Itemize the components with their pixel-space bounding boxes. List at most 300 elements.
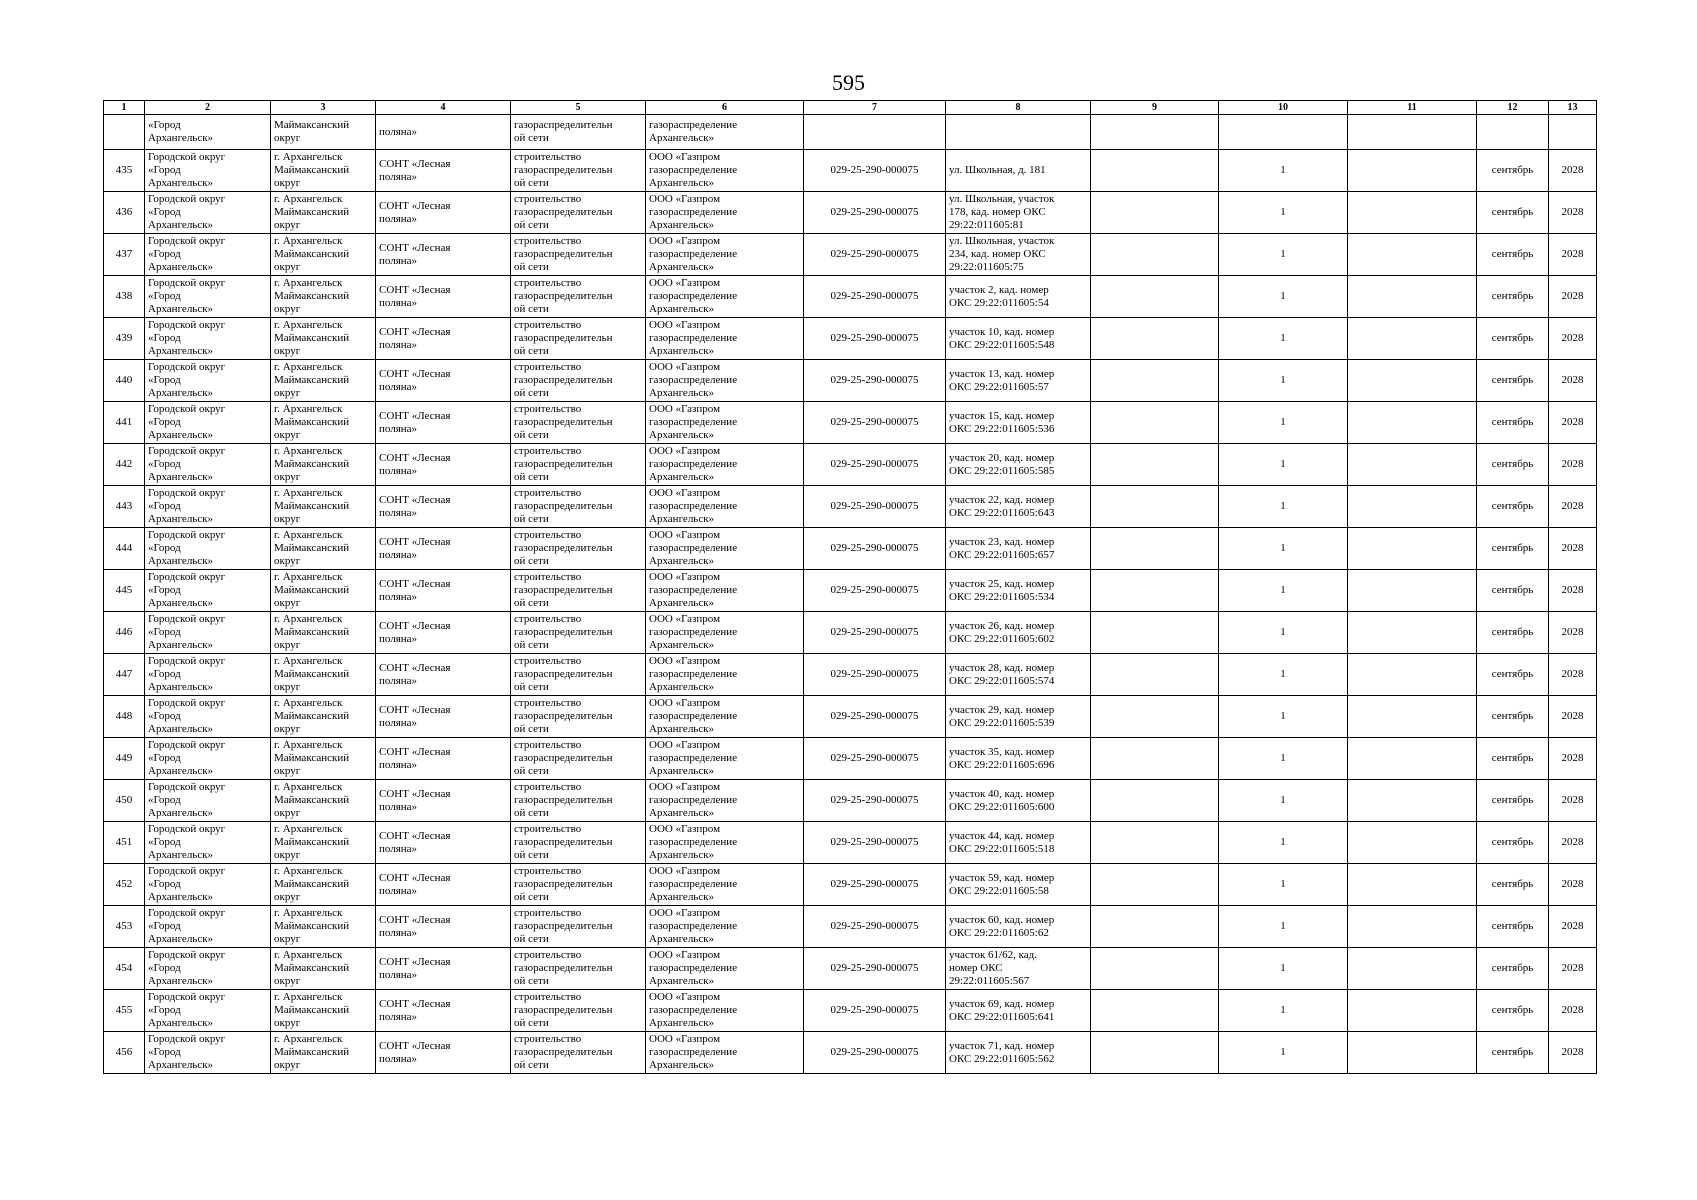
cell-municipality: Городской округ «Город Архангельск» (145, 528, 271, 570)
cell-address: участок 28, кад. номер ОКС 29:22:011605:574 (946, 654, 1091, 696)
cell-year: 2028 (1549, 906, 1597, 948)
cell-municipality: Городской округ «Город Архангельск» (145, 612, 271, 654)
column-number-row (104, 101, 1597, 115)
cell-settlement: СОНТ «Лесная поляна» (376, 990, 511, 1032)
cell-col11 (1348, 150, 1477, 192)
cell-number: 453 (104, 906, 145, 948)
cell-program-id: 029-25-290-000075 (804, 612, 946, 654)
cell-col10: 1 (1219, 990, 1348, 1032)
cell-program-id: 029-25-290-000075 (804, 360, 946, 402)
cell-col10: 1 (1219, 150, 1348, 192)
cell-year: 2028 (1549, 654, 1597, 696)
cell-program-id: 029-25-290-000075 (804, 864, 946, 906)
cell-col9 (1091, 276, 1219, 318)
cell-settlement: СОНТ «Лесная поляна» (376, 654, 511, 696)
cell-month: сентябрь (1477, 612, 1549, 654)
cell-number: 448 (104, 696, 145, 738)
cell-col10: 1 (1219, 780, 1348, 822)
cell-col10: 1 (1219, 444, 1348, 486)
table-row (104, 780, 1597, 822)
cell-municipality: Городской округ «Город Архангельск» (145, 864, 271, 906)
cell-organization: ООО «Газпром газораспределение Архангельск» (646, 276, 804, 318)
cell-district: г. Архангельск Маймаксанский округ (271, 1032, 376, 1074)
cell-year: 2028 (1549, 276, 1597, 318)
cell-col11 (1348, 570, 1477, 612)
cell-settlement: СОНТ «Лесная поляна» (376, 906, 511, 948)
cell-district: Маймаксанский округ (271, 115, 376, 150)
cell-col9 (1091, 1032, 1219, 1074)
cell-month: сентябрь (1477, 1032, 1549, 1074)
table-row (104, 402, 1597, 444)
cell-organization: ООО «Газпром газораспределение Архангельск» (646, 864, 804, 906)
cell-settlement: СОНТ «Лесная поляна» (376, 234, 511, 276)
cell-month: сентябрь (1477, 822, 1549, 864)
cell-col9 (1091, 444, 1219, 486)
cell-program-id: 029-25-290-000075 (804, 318, 946, 360)
cell-col9 (1091, 486, 1219, 528)
col-header: 5 (511, 101, 646, 115)
cell-district: г. Архангельск Маймаксанский округ (271, 528, 376, 570)
cell-year: 2028 (1549, 864, 1597, 906)
cell-program-id: 029-25-290-000075 (804, 654, 946, 696)
cell-district: г. Архангельск Маймаксанский округ (271, 444, 376, 486)
cell-work-type: строительство газораспределительн ой сети (511, 654, 646, 696)
cell-organization: ООО «Газпром газораспределение Архангельск» (646, 192, 804, 234)
cell-col10: 1 (1219, 1032, 1348, 1074)
cell-number: 437 (104, 234, 145, 276)
cell-number: 447 (104, 654, 145, 696)
cell-settlement: СОНТ «Лесная поляна» (376, 192, 511, 234)
cell-col9 (1091, 612, 1219, 654)
cell-col10: 1 (1219, 822, 1348, 864)
cell-col10: 1 (1219, 192, 1348, 234)
cell-col9 (1091, 822, 1219, 864)
cell-year: 2028 (1549, 402, 1597, 444)
cell-col11 (1348, 528, 1477, 570)
cell-col10: 1 (1219, 948, 1348, 990)
cell-number: 444 (104, 528, 145, 570)
cell-district: г. Архангельск Маймаксанский округ (271, 150, 376, 192)
cell-year: 2028 (1549, 990, 1597, 1032)
cell-program-id: 029-25-290-000075 (804, 234, 946, 276)
cell-year: 2028 (1549, 150, 1597, 192)
cell-month: сентябрь (1477, 486, 1549, 528)
col-header: 9 (1091, 101, 1219, 115)
table-row (104, 990, 1597, 1032)
cell-settlement: СОНТ «Лесная поляна» (376, 780, 511, 822)
cell-program-id: 029-25-290-000075 (804, 444, 946, 486)
table-row (104, 150, 1597, 192)
cell-organization: ООО «Газпром газораспределение Архангельск» (646, 948, 804, 990)
cell-col9 (1091, 115, 1219, 150)
cell-year: 2028 (1549, 360, 1597, 402)
cell-settlement: СОНТ «Лесная поляна» (376, 276, 511, 318)
cell-col9 (1091, 402, 1219, 444)
cell-municipality: Городской округ «Город Архангельск» (145, 570, 271, 612)
cell-settlement: СОНТ «Лесная поляна» (376, 1032, 511, 1074)
cell-address: участок 10, кад. номер ОКС 29:22:011605:548 (946, 318, 1091, 360)
cell-municipality: Городской округ «Город Архангельск» (145, 906, 271, 948)
cell-col10: 1 (1219, 654, 1348, 696)
cell-settlement: СОНТ «Лесная поляна» (376, 570, 511, 612)
cell-number: 441 (104, 402, 145, 444)
cell-settlement: СОНТ «Лесная поляна» (376, 318, 511, 360)
cell-work-type: строительство газораспределительн ой сети (511, 738, 646, 780)
cell-municipality: Городской округ «Город Архангельск» (145, 948, 271, 990)
col-header: 12 (1477, 101, 1549, 115)
cell-col11 (1348, 192, 1477, 234)
cell-number (104, 115, 145, 150)
cell-work-type: строительство газораспределительн ой сети (511, 570, 646, 612)
cell-address: участок 26, кад. номер ОКС 29:22:011605:602 (946, 612, 1091, 654)
table-row (104, 360, 1597, 402)
cell-number: 440 (104, 360, 145, 402)
cell-program-id: 029-25-290-000075 (804, 780, 946, 822)
cell-col11 (1348, 780, 1477, 822)
cell-program-id: 029-25-290-000075 (804, 276, 946, 318)
cell-month: сентябрь (1477, 654, 1549, 696)
cell-year: 2028 (1549, 612, 1597, 654)
cell-municipality: Городской округ «Город Архангельск» (145, 444, 271, 486)
cell-col10: 1 (1219, 906, 1348, 948)
cell-work-type: строительство газораспределительн ой сети (511, 822, 646, 864)
cell-municipality: Городской округ «Город Архангельск» (145, 780, 271, 822)
cell-work-type: строительство газораспределительн ой сети (511, 864, 646, 906)
cell-work-type: строительство газораспределительн ой сети (511, 402, 646, 444)
cell-municipality: Городской округ «Город Архангельск» (145, 234, 271, 276)
cell-col11 (1348, 234, 1477, 276)
cell-number: 446 (104, 612, 145, 654)
cell-month: сентябрь (1477, 864, 1549, 906)
cell-program-id: 029-25-290-000075 (804, 990, 946, 1032)
cell-col10: 1 (1219, 486, 1348, 528)
cell-month: сентябрь (1477, 570, 1549, 612)
cell-address: участок 15, кад. номер ОКС 29:22:011605:536 (946, 402, 1091, 444)
cell-settlement: СОНТ «Лесная поляна» (376, 612, 511, 654)
cell-col9 (1091, 696, 1219, 738)
table-row (104, 1032, 1597, 1074)
cell-col11 (1348, 822, 1477, 864)
cell-col10: 1 (1219, 528, 1348, 570)
cell-col9 (1091, 570, 1219, 612)
cell-settlement: СОНТ «Лесная поляна» (376, 486, 511, 528)
table-row (104, 234, 1597, 276)
cell-col10: 1 (1219, 318, 1348, 360)
cell-organization: ООО «Газпром газораспределение Архангельск» (646, 444, 804, 486)
cell-organization: ООО «Газпром газораспределение Архангельск» (646, 612, 804, 654)
cell-address: ул. Школьная, участок 178, кад. номер ОКС 29:22:011605:81 (946, 192, 1091, 234)
cell-district: г. Архангельск Маймаксанский округ (271, 696, 376, 738)
table-row (104, 444, 1597, 486)
cell-number: 442 (104, 444, 145, 486)
cell-number: 456 (104, 1032, 145, 1074)
cell-program-id (804, 115, 946, 150)
cell-municipality: Городской округ «Город Архангельск» (145, 696, 271, 738)
cell-year: 2028 (1549, 486, 1597, 528)
cell-address: участок 60, кад. номер ОКС 29:22:011605:62 (946, 906, 1091, 948)
cell-year: 2028 (1549, 570, 1597, 612)
cell-organization: ООО «Газпром газораспределение Архангельск» (646, 906, 804, 948)
cell-work-type: строительство газораспределительн ой сети (511, 906, 646, 948)
cell-address: участок 71, кад. номер ОКС 29:22:011605:562 (946, 1032, 1091, 1074)
cell-col9 (1091, 654, 1219, 696)
cell-district: г. Архангельск Маймаксанский округ (271, 360, 376, 402)
cell-municipality: Городской округ «Город Архангельск» (145, 150, 271, 192)
cell-organization: ООО «Газпром газораспределение Архангельск» (646, 780, 804, 822)
cell-col10 (1219, 115, 1348, 150)
page-number: 595 (832, 70, 865, 95)
cell-col11 (1348, 1032, 1477, 1074)
table-row (104, 948, 1597, 990)
cell-number: 450 (104, 780, 145, 822)
cell-district: г. Архангельск Маймаксанский округ (271, 822, 376, 864)
cell-year: 2028 (1549, 948, 1597, 990)
cell-address: участок 2, кад. номер ОКС 29:22:011605:54 (946, 276, 1091, 318)
table-row (104, 654, 1597, 696)
register-table (103, 100, 1597, 1074)
cell-number: 449 (104, 738, 145, 780)
cell-col11 (1348, 612, 1477, 654)
cell-district: г. Архангельск Маймаксанский округ (271, 906, 376, 948)
table-row (104, 318, 1597, 360)
cell-number: 439 (104, 318, 145, 360)
cell-month: сентябрь (1477, 444, 1549, 486)
cell-month: сентябрь (1477, 234, 1549, 276)
cell-district: г. Архангельск Маймаксанский округ (271, 192, 376, 234)
cell-col11 (1348, 948, 1477, 990)
cell-year: 2028 (1549, 192, 1597, 234)
cell-month: сентябрь (1477, 990, 1549, 1032)
cell-col9 (1091, 150, 1219, 192)
cell-col10: 1 (1219, 276, 1348, 318)
cell-address (946, 115, 1091, 150)
cell-district: г. Архангельск Маймаксанский округ (271, 654, 376, 696)
table-row (104, 864, 1597, 906)
cell-col11 (1348, 276, 1477, 318)
cell-address: участок 61/62, кад. номер ОКС 29:22:011605:567 (946, 948, 1091, 990)
col-header: 7 (804, 101, 946, 115)
cell-address: ул. Школьная, участок 234, кад. номер ОКС 29:22:011605:75 (946, 234, 1091, 276)
cell-district: г. Архангельск Маймаксанский округ (271, 234, 376, 276)
cell-municipality: Городской округ «Город Архангельск» (145, 486, 271, 528)
cell-municipality: Городской округ «Город Архангельск» (145, 402, 271, 444)
cell-month: сентябрь (1477, 528, 1549, 570)
cell-district: г. Архангельск Маймаксанский округ (271, 738, 376, 780)
col-header: 4 (376, 101, 511, 115)
cell-number: 445 (104, 570, 145, 612)
cell-month: сентябрь (1477, 360, 1549, 402)
cell-municipality: Городской округ «Город Архангельск» (145, 1032, 271, 1074)
cell-district: г. Архангельск Маймаксанский округ (271, 276, 376, 318)
cell-col11 (1348, 486, 1477, 528)
cell-col11 (1348, 906, 1477, 948)
cell-district: г. Архангельск Маймаксанский округ (271, 486, 376, 528)
cell-settlement: СОНТ «Лесная поляна» (376, 822, 511, 864)
cell-month: сентябрь (1477, 906, 1549, 948)
cell-settlement: СОНТ «Лесная поляна» (376, 150, 511, 192)
cell-organization: ООО «Газпром газораспределение Архангельск» (646, 654, 804, 696)
cell-year (1549, 115, 1597, 150)
cell-col10: 1 (1219, 360, 1348, 402)
cell-organization: ООО «Газпром газораспределение Архангельск» (646, 528, 804, 570)
table-row (104, 822, 1597, 864)
cell-address: участок 20, кад. номер ОКС 29:22:011605:585 (946, 444, 1091, 486)
col-header: 13 (1549, 101, 1597, 115)
cell-col9 (1091, 738, 1219, 780)
cell-settlement: СОНТ «Лесная поляна» (376, 738, 511, 780)
table-row (104, 696, 1597, 738)
cell-program-id: 029-25-290-000075 (804, 192, 946, 234)
cell-work-type: строительство газораспределительн ой сети (511, 948, 646, 990)
cell-col11 (1348, 696, 1477, 738)
cell-col11 (1348, 654, 1477, 696)
cell-organization: ООО «Газпром газораспределение Архангельск» (646, 822, 804, 864)
cell-work-type: строительство газораспределительн ой сети (511, 612, 646, 654)
cell-organization: ООО «Газпром газораспределение Архангельск» (646, 738, 804, 780)
cell-col9 (1091, 360, 1219, 402)
cell-col11 (1348, 990, 1477, 1032)
cell-col10: 1 (1219, 696, 1348, 738)
cell-col9 (1091, 318, 1219, 360)
cell-col9 (1091, 234, 1219, 276)
cell-organization: ООО «Газпром газораспределение Архангельск» (646, 990, 804, 1032)
cell-address: участок 13, кад. номер ОКС 29:22:011605:57 (946, 360, 1091, 402)
cell-program-id: 029-25-290-000075 (804, 822, 946, 864)
cell-work-type: строительство газораспределительн ой сети (511, 276, 646, 318)
cell-col11 (1348, 864, 1477, 906)
cell-address: участок 40, кад. номер ОКС 29:22:011605:600 (946, 780, 1091, 822)
cell-municipality: Городской округ «Город Архангельск» (145, 318, 271, 360)
cell-program-id: 029-25-290-000075 (804, 906, 946, 948)
cell-settlement: СОНТ «Лесная поляна» (376, 402, 511, 444)
cell-year: 2028 (1549, 444, 1597, 486)
cell-number: 455 (104, 990, 145, 1032)
cell-address: ул. Школьная, д. 181 (946, 150, 1091, 192)
cell-col11 (1348, 738, 1477, 780)
cell-col9 (1091, 528, 1219, 570)
cell-organization: ООО «Газпром газораспределение Архангельск» (646, 1032, 804, 1074)
cell-settlement: СОНТ «Лесная поляна» (376, 528, 511, 570)
cell-organization: ООО «Газпром газораспределение Архангельск» (646, 696, 804, 738)
cell-col9 (1091, 780, 1219, 822)
cell-col10: 1 (1219, 570, 1348, 612)
cell-district: г. Архангельск Маймаксанский округ (271, 780, 376, 822)
cell-col11 (1348, 360, 1477, 402)
cell-col11 (1348, 444, 1477, 486)
cell-program-id: 029-25-290-000075 (804, 402, 946, 444)
cell-number: 452 (104, 864, 145, 906)
cell-col10: 1 (1219, 402, 1348, 444)
cell-address: участок 22, кад. номер ОКС 29:22:011605:643 (946, 486, 1091, 528)
cell-month: сентябрь (1477, 780, 1549, 822)
cell-year: 2028 (1549, 234, 1597, 276)
col-header: 11 (1348, 101, 1477, 115)
cell-organization: ООО «Газпром газораспределение Архангельск» (646, 486, 804, 528)
cell-work-type: строительство газораспределительн ой сети (511, 486, 646, 528)
cell-year: 2028 (1549, 696, 1597, 738)
cell-year: 2028 (1549, 1032, 1597, 1074)
cell-address: участок 23, кад. номер ОКС 29:22:011605:657 (946, 528, 1091, 570)
cell-year: 2028 (1549, 822, 1597, 864)
col-header: 1 (104, 101, 145, 115)
cell-organization: ООО «Газпром газораспределение Архангельск» (646, 150, 804, 192)
cell-col9 (1091, 906, 1219, 948)
cell-col10: 1 (1219, 234, 1348, 276)
cell-organization: ООО «Газпром газораспределение Архангельск» (646, 318, 804, 360)
cell-col9 (1091, 990, 1219, 1032)
table-row (104, 906, 1597, 948)
cell-month: сентябрь (1477, 402, 1549, 444)
cell-work-type: строительство газораспределительн ой сети (511, 990, 646, 1032)
cell-work-type: строительство газораспределительн ой сети (511, 528, 646, 570)
cell-settlement: СОНТ «Лесная поляна» (376, 948, 511, 990)
cell-district: г. Архангельск Маймаксанский округ (271, 570, 376, 612)
cell-month (1477, 115, 1549, 150)
cell-organization: ООО «Газпром газораспределение Архангельск» (646, 360, 804, 402)
col-header: 2 (145, 101, 271, 115)
cell-col11 (1348, 402, 1477, 444)
cell-district: г. Архангельск Маймаксанский округ (271, 612, 376, 654)
table-row (104, 276, 1597, 318)
cell-work-type: строительство газораспределительн ой сети (511, 318, 646, 360)
cell-settlement: поляна» (376, 115, 511, 150)
cell-col9 (1091, 192, 1219, 234)
cell-number: 438 (104, 276, 145, 318)
cell-program-id: 029-25-290-000075 (804, 948, 946, 990)
cell-month: сентябрь (1477, 696, 1549, 738)
cell-month: сентябрь (1477, 150, 1549, 192)
cell-program-id: 029-25-290-000075 (804, 150, 946, 192)
table-row (104, 570, 1597, 612)
cell-organization: ООО «Газпром газораспределение Архангельск» (646, 402, 804, 444)
cell-district: г. Архангельск Маймаксанский округ (271, 402, 376, 444)
cell-settlement: СОНТ «Лесная поляна» (376, 360, 511, 402)
table-row (104, 528, 1597, 570)
cell-col10: 1 (1219, 864, 1348, 906)
cell-number: 443 (104, 486, 145, 528)
cell-municipality: Городской округ «Город Архангельск» (145, 990, 271, 1032)
cell-col11 (1348, 115, 1477, 150)
cell-address: участок 44, кад. номер ОКС 29:22:011605:518 (946, 822, 1091, 864)
cell-program-id: 029-25-290-000075 (804, 1032, 946, 1074)
cell-col11 (1348, 318, 1477, 360)
cell-number: 435 (104, 150, 145, 192)
cell-year: 2028 (1549, 738, 1597, 780)
cell-work-type: строительство газораспределительн ой сети (511, 696, 646, 738)
cell-number: 436 (104, 192, 145, 234)
cell-work-type: газораспределительн ой сети (511, 115, 646, 150)
cell-municipality: «Город Архангельск» (145, 115, 271, 150)
cell-organization: ООО «Газпром газораспределение Архангельск» (646, 234, 804, 276)
cell-municipality: Городской округ «Город Архангельск» (145, 822, 271, 864)
table-row (104, 738, 1597, 780)
cell-number: 454 (104, 948, 145, 990)
cell-number: 451 (104, 822, 145, 864)
cell-municipality: Городской округ «Город Архангельск» (145, 360, 271, 402)
cell-settlement: СОНТ «Лесная поляна» (376, 444, 511, 486)
cell-address: участок 35, кад. номер ОКС 29:22:011605:696 (946, 738, 1091, 780)
cell-address: участок 25, кад. номер ОКС 29:22:011605:534 (946, 570, 1091, 612)
cell-district: г. Архангельск Маймаксанский округ (271, 990, 376, 1032)
cell-col10: 1 (1219, 612, 1348, 654)
cell-col9 (1091, 948, 1219, 990)
cell-district: г. Архангельск Маймаксанский округ (271, 318, 376, 360)
cell-program-id: 029-25-290-000075 (804, 738, 946, 780)
cell-settlement: СОНТ «Лесная поляна» (376, 696, 511, 738)
cell-work-type: строительство газораспределительн ой сети (511, 1032, 646, 1074)
cell-program-id: 029-25-290-000075 (804, 486, 946, 528)
table-row (104, 612, 1597, 654)
